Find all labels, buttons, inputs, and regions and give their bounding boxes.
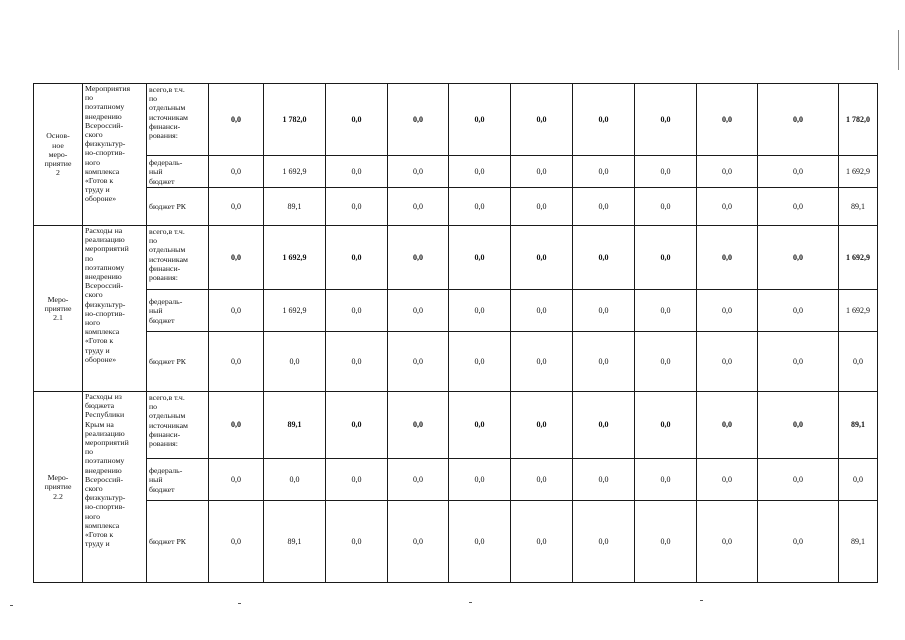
value-cell: 0,0 bbox=[573, 156, 635, 188]
value-cell: 1 692,9 bbox=[264, 156, 326, 188]
value-cell: 0,0 bbox=[511, 501, 573, 583]
value-cell: 0,0 bbox=[209, 290, 264, 332]
value-cell: 0,0 bbox=[573, 501, 635, 583]
value-cell: 0,0 bbox=[697, 459, 758, 501]
value-cell: 0,0 bbox=[697, 392, 758, 459]
value-cell: 0,0 bbox=[573, 332, 635, 392]
measure-description: Расходы из бюджета Республики Крым на реализацию мероприятий по поэтапному внедрению Всероссий- ского физкультур- но-спортив- ного комплекса «Готов к труду и bbox=[83, 392, 147, 583]
value-cell: 0,0 bbox=[758, 392, 839, 459]
scan-speck bbox=[10, 605, 13, 606]
value-cell: 0,0 bbox=[635, 226, 697, 290]
value-cell: 0,0 bbox=[449, 226, 511, 290]
total-value-cell: 89,1 bbox=[839, 188, 878, 226]
scan-speck bbox=[469, 602, 472, 603]
value-cell: 0,0 bbox=[635, 332, 697, 392]
table-row bbox=[34, 226, 878, 290]
funding-source-label: бюджет РК bbox=[147, 188, 209, 226]
value-cell: 0,0 bbox=[697, 156, 758, 188]
value-cell: 0,0 bbox=[388, 156, 449, 188]
value-cell: 0,0 bbox=[449, 188, 511, 226]
funding-source-label: федераль- ный бюджет bbox=[147, 290, 209, 332]
value-cell: 0,0 bbox=[326, 188, 388, 226]
value-cell: 0,0 bbox=[209, 226, 264, 290]
value-cell: 0,0 bbox=[449, 332, 511, 392]
value-cell: 0,0 bbox=[697, 290, 758, 332]
value-cell: 0,0 bbox=[209, 188, 264, 226]
value-cell: 0,0 bbox=[326, 84, 388, 156]
value-cell: 0,0 bbox=[758, 332, 839, 392]
value-cell: 0,0 bbox=[635, 84, 697, 156]
value-cell: 0,0 bbox=[697, 226, 758, 290]
table-row bbox=[34, 392, 878, 459]
value-cell: 0,0 bbox=[758, 156, 839, 188]
value-cell: 0,0 bbox=[758, 226, 839, 290]
value-cell: 0,0 bbox=[635, 188, 697, 226]
value-cell: 0,0 bbox=[573, 290, 635, 332]
funding-source-label: всего,в т.ч. по отдельным источникам финанси- рования: bbox=[147, 392, 209, 459]
value-cell: 0,0 bbox=[511, 290, 573, 332]
value-cell: 0,0 bbox=[511, 84, 573, 156]
table-row bbox=[34, 84, 878, 156]
value-cell: 0,0 bbox=[635, 290, 697, 332]
value-cell: 0,0 bbox=[758, 501, 839, 583]
value-cell: 0,0 bbox=[388, 290, 449, 332]
value-cell: 0,0 bbox=[449, 84, 511, 156]
value-cell: 0,0 bbox=[697, 501, 758, 583]
value-cell: 0,0 bbox=[511, 392, 573, 459]
total-value-cell: 0,0 bbox=[839, 332, 878, 392]
total-value-cell: 1 692,9 bbox=[839, 156, 878, 188]
value-cell: 0,0 bbox=[209, 501, 264, 583]
value-cell: 0,0 bbox=[511, 332, 573, 392]
value-cell: 0,0 bbox=[209, 156, 264, 188]
value-cell: 0,0 bbox=[326, 459, 388, 501]
value-cell: 0,0 bbox=[635, 392, 697, 459]
value-cell: 0,0 bbox=[697, 188, 758, 226]
value-cell: 0,0 bbox=[326, 332, 388, 392]
funding-source-label: бюджет РК bbox=[147, 332, 209, 392]
value-cell: 0,0 bbox=[635, 501, 697, 583]
value-cell: 0,0 bbox=[511, 226, 573, 290]
measure-name: Основ- ное меро- приятие 2 bbox=[34, 84, 83, 226]
value-cell: 0,0 bbox=[635, 156, 697, 188]
total-value-cell: 1 692,9 bbox=[839, 226, 878, 290]
value-cell: 0,0 bbox=[449, 290, 511, 332]
total-value-cell: 1 692,9 bbox=[839, 290, 878, 332]
table-row bbox=[34, 188, 878, 226]
funding-source-label: всего,в т.ч. по отдельным источникам финанси- рования: bbox=[147, 226, 209, 290]
value-cell: 0,0 bbox=[635, 459, 697, 501]
value-cell: 0,0 bbox=[326, 501, 388, 583]
value-cell: 0,0 bbox=[449, 459, 511, 501]
value-cell: 0,0 bbox=[388, 84, 449, 156]
funding-source-label: бюджет РК bbox=[147, 501, 209, 583]
value-cell: 0,0 bbox=[697, 332, 758, 392]
scan-speck bbox=[700, 600, 703, 601]
funding-source-label: федераль- ный бюджет bbox=[147, 156, 209, 188]
value-cell: 0,0 bbox=[388, 459, 449, 501]
measure-description: Расходы на реализацию мероприятий по поэтапному внедрению Всероссий- ского физкультур- но-спортив- ного комплекса «Готов к труду и обороне» bbox=[83, 226, 147, 392]
value-cell: 1 692,9 bbox=[264, 290, 326, 332]
value-cell: 0,0 bbox=[388, 501, 449, 583]
table-row bbox=[34, 332, 878, 392]
value-cell: 0,0 bbox=[573, 84, 635, 156]
value-cell: 0,0 bbox=[511, 459, 573, 501]
value-cell: 0,0 bbox=[326, 290, 388, 332]
value-cell: 89,1 bbox=[264, 188, 326, 226]
total-value-cell: 89,1 bbox=[839, 501, 878, 583]
value-cell: 0,0 bbox=[758, 459, 839, 501]
value-cell: 0,0 bbox=[449, 392, 511, 459]
value-cell: 0,0 bbox=[573, 459, 635, 501]
measure-description: Мероприятия по поэтапному внедрению Всероссий- ского физкультур- но-спортив- ного комплекса «Готов к труду и обороне» bbox=[83, 84, 147, 226]
scan-speck bbox=[898, 30, 899, 70]
value-cell: 0,0 bbox=[388, 188, 449, 226]
value-cell: 0,0 bbox=[758, 290, 839, 332]
value-cell: 0,0 bbox=[326, 226, 388, 290]
value-cell: 0,0 bbox=[388, 392, 449, 459]
value-cell: 1 692,9 bbox=[264, 226, 326, 290]
table-row bbox=[34, 156, 878, 188]
measure-name: Меро- приятие 2.2 bbox=[34, 392, 83, 583]
value-cell: 0,0 bbox=[573, 392, 635, 459]
table-row bbox=[34, 290, 878, 332]
budget-table bbox=[33, 83, 878, 583]
table-row bbox=[34, 459, 878, 501]
measure-name: Меро- приятие 2.1 bbox=[34, 226, 83, 392]
value-cell: 0,0 bbox=[326, 156, 388, 188]
total-value-cell: 0,0 bbox=[839, 459, 878, 501]
value-cell: 0,0 bbox=[388, 332, 449, 392]
total-value-cell: 1 782,0 bbox=[839, 84, 878, 156]
value-cell: 0,0 bbox=[511, 156, 573, 188]
value-cell: 0,0 bbox=[697, 84, 758, 156]
value-cell: 0,0 bbox=[209, 392, 264, 459]
value-cell: 0,0 bbox=[573, 226, 635, 290]
value-cell: 0,0 bbox=[264, 459, 326, 501]
value-cell: 0,0 bbox=[449, 501, 511, 583]
value-cell: 0,0 bbox=[264, 332, 326, 392]
table-row bbox=[34, 501, 878, 583]
value-cell: 0,0 bbox=[511, 188, 573, 226]
funding-source-label: всего,в т.ч. по отдельным источникам финанси- рования: bbox=[147, 84, 209, 156]
value-cell: 0,0 bbox=[758, 188, 839, 226]
value-cell: 0,0 bbox=[209, 84, 264, 156]
value-cell: 89,1 bbox=[264, 501, 326, 583]
value-cell: 0,0 bbox=[573, 188, 635, 226]
funding-source-label: федераль- ный бюджет bbox=[147, 459, 209, 501]
value-cell: 0,0 bbox=[388, 226, 449, 290]
value-cell: 0,0 bbox=[758, 84, 839, 156]
value-cell: 1 782,0 bbox=[264, 84, 326, 156]
value-cell: 0,0 bbox=[209, 459, 264, 501]
scan-speck bbox=[238, 603, 241, 604]
value-cell: 0,0 bbox=[326, 392, 388, 459]
total-value-cell: 89,1 bbox=[839, 392, 878, 459]
value-cell: 0,0 bbox=[209, 332, 264, 392]
value-cell: 0,0 bbox=[449, 156, 511, 188]
value-cell: 89,1 bbox=[264, 392, 326, 459]
